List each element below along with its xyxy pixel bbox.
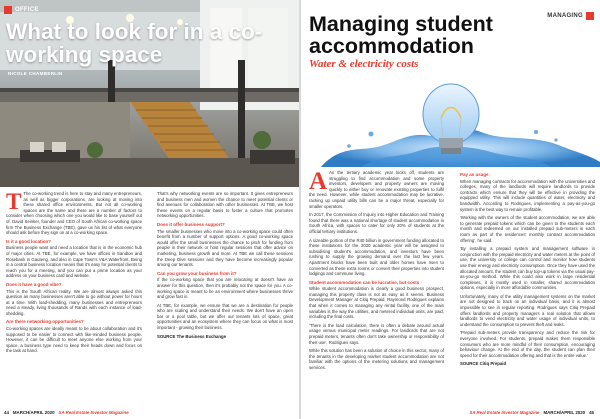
article-body <box>6 191 293 403</box>
left-page <box>0 0 299 419</box>
intro-text: The co-working trend is here to stay and many entrepreneurs, as well as bigger corporations, are looking at moving into these shared office environments. But not all co-working spaces are the same and there are a number of factors to consider when choosing which one you would like to base yourself out of. David Seinker, founder and CEO of South African co-working space firm The Business Exchange (TBE), gave us his list of what everyone should ask before they sign on at a co-working space. <box>6 191 142 236</box>
section-label: MANAGING <box>547 13 583 19</box>
intro-text: As the tertiary academic year kicks off, students are struggling to find accommodation and some property investors, developers and property owners are moving quickly to either buy or renovate existing properties to fulfil the need. However, while student accommodation may be lucrative, racking up unpaid utility bills can be a major threat, especially for smaller operators. <box>309 170 444 209</box>
body-column-2 <box>460 170 595 370</box>
paragraph: 'Working with the owners of the student accommodation, we are able to generate prepaid tokens which can be given to the students each month and redeemed on our installed prepaid sub-meters in each room as part of the residences' monthly contract accommodation offering', he said. <box>460 215 595 243</box>
issue-date: MARCH/APRIL 2020 <box>12 409 55 415</box>
body-column-1 <box>309 170 444 374</box>
paragraph: Co-working spaces are ideally meant to be about collaboration and it's supposed to be easier to connect with like-minded business people. However, it can be difficult to meet anyone else working from your space, a business type need to keep their heads down and focus on the task at hand. <box>6 326 142 354</box>
drop-cap: A <box>309 168 328 195</box>
article-body <box>309 170 594 402</box>
intro-paragraph <box>309 170 444 209</box>
paragraph: While this solution has been a solution of choice in this sector, many of the tenants in the developing market student accommodation are not familiar with the options of the metering solutions and management services. <box>309 348 444 370</box>
hero-image-office <box>0 0 299 187</box>
intro-paragraph <box>6 191 142 236</box>
subhead-lucrative: Student accommodation can be lucrative, but costs <box>309 279 420 285</box>
drop-cap: T <box>6 189 22 214</box>
subhead-location: Is it a good location? <box>6 238 51 244</box>
page-number: 45 <box>589 409 594 415</box>
paragraph: The smaller businesses who move into a co-working space could often benefit from a number of support options. A good co-working space would offer the small businesses the chance to pitch for funding from people in their network or host regular sessions that offer advice on marketing, business growth and more. At TBE we call these sessions the Deep Dive sessions and they have become increasingly popular among our tenants. <box>157 228 293 268</box>
paragraph: At TBE, for example, we ensure that we are a destination for people who are scaling and understand their needs. We don't have an open bar or a pool table, but we offer our tenants lots of space, great opportunities and an ecosystem where they can focus on what is most important - growing their business. <box>157 302 293 331</box>
paragraph: This is the South African reality. We are almost always asked this question as many businesses aren't able to go without power for hours at a time. With load-shedding, many businesses and entrepreneurs need a steady, living thousands of Rands with each instance of load-shedding. <box>6 288 142 316</box>
subhead-vibe: Does it have a good vibe? <box>6 281 62 287</box>
magazine-name: SA Real Estate Investor Magazine <box>58 409 129 415</box>
subhead-business-support: Does it offer business support? <box>157 221 225 227</box>
paragraph: While student accommodation is clearly a good business prospect, managing this property class is not as easy as it seems. Business Development Manager at Citiq Prepaid, Raymond Rodrigues explains that when it comes to managing any rental facility, one of the main variables is the way the utilities, and metered individual units, are paid, including the final costs. <box>309 286 444 320</box>
paragraph: 'There is the load calculation, there is often a debate around actual usage versus municipal meter readings. For landlords that are not prepaid meters, tenants often don't take ownership or responsibility of their use', Rodrigues says. <box>309 322 444 345</box>
paragraph: Unfortunately, many of the utility management systems on the market are not designed to track on an individual basis, and it is almost impossible to see in regular reporting. Rodrigues says Citiq Prepaid offers landlords and property managers a real solution that allows landlords to vend electricity and water usage of individual units, to understand the consumption to prevent theft and leaks. <box>460 293 595 327</box>
section-marker-square <box>4 6 12 14</box>
article-title: Managing student accommodation <box>309 12 493 58</box>
paragraph: A sizeable portion of the R40 billion in government funding allocated to these institutions for the 2020 academic year will be assigned to subsidising student's accommodation, and investors have been rushing to supply the growing demand over the last few years. Apartment blocks have been built and older homes have risen to converted as these extra rooms or convert their properties into student lodgings and commune living. <box>309 237 444 277</box>
right-page-footer <box>301 405 600 419</box>
subhead-networking: Are there networking opportunities? <box>6 319 84 325</box>
body-column-1 <box>6 191 142 357</box>
page-number: 44 <box>4 409 9 415</box>
water-electricity-image <box>301 74 600 167</box>
body-column-2 <box>157 191 293 342</box>
article-title: What to look for in a co-working space <box>6 19 263 67</box>
section-label: OFFICE <box>15 7 39 13</box>
paragraph: 'Prepaid sub-meters provide transparency and reduce the risk for everyone involved. For students, prepaid makes them responsible consumers who are more mindful of their consumption, encouraging behaviour change. At the end of the day, the student can plan their spend for their accommodation offering and that is the entire value.' <box>460 330 595 358</box>
paragraph: When managing contracts for accommodation with the universities and colleges, many of the landlords will require landlords to provide contracts which ensure that they will be effective in providing the equipped utility. This will include quantities of water, electricity and bandwidth. According to Rodrigues, implementing a pay-as-you-go system is the best way to remain profitable. <box>460 178 595 212</box>
lightbulb-water-splash-illustration <box>301 74 600 167</box>
paragraph: 'By installing a prepaid system and management software in conjunction with the prepaid electricity and water meters at the point of use, the university or college can control and monitor how students use their energy and electricity consumption. Once they have used the allocated amount, the student can buy top-up tokens via the usual pay-as-you-go method. While this could also work in large residential complexes, it is mostly used in smaller, shared accommodation options, especially in more affordable communities. <box>460 246 595 291</box>
subhead-pay-as-usage: Pay as usage <box>460 172 489 177</box>
article-author: NICOLE CHAMBERLIN <box>8 71 63 76</box>
paragraph: If the co-working space that you are relocating at doesn't have an answer for this question, then it's probably not the space for you. A co-working space is meant to be an environment where businesses thrive and grow fast in. <box>157 277 293 300</box>
paragraph: That's why networking events are so important. It gives entrepreneurs and business men and women the chance to meet potential clients or find avenues for collaboration with other businesses. At TBE, we host these events on a regular basis to foster a culture that promotes networking opportunities. <box>157 191 293 219</box>
article-source: SOURCE Citiq Prepaid <box>460 361 507 367</box>
right-page <box>301 0 600 419</box>
left-page-footer <box>0 405 299 419</box>
paragraph: In 2017, the Commission of Inquiry into Higher Education and Training found that there was a national shortage of student accommodation in South Africa, with spaces to cater for only 20% of students at the official tertiary institutions. <box>309 212 444 234</box>
article-source: SOURCE The Business Exchange <box>157 333 227 339</box>
paragraph: Business people want and need a location that is in the economic hub of major cities. At TBE, for example, we have offices in Sandton and Rosebank in Gauteng, and also in Cape Town's V&A Waterfront. Being in a central business location means that it's easy for potential clients to reach you for a meeting, and you can put a prime location as your address on your business card and website. <box>6 245 143 279</box>
magazine-name: SA Real Estate Investor Magazine <box>469 409 540 415</box>
subhead-grow-business: Can you grow your business from it? <box>157 270 237 276</box>
section-flag-office <box>4 6 39 14</box>
issue-date: MARCH/APRIL 2020 <box>543 409 586 415</box>
article-subtitle: Water & electricity costs <box>309 58 419 70</box>
